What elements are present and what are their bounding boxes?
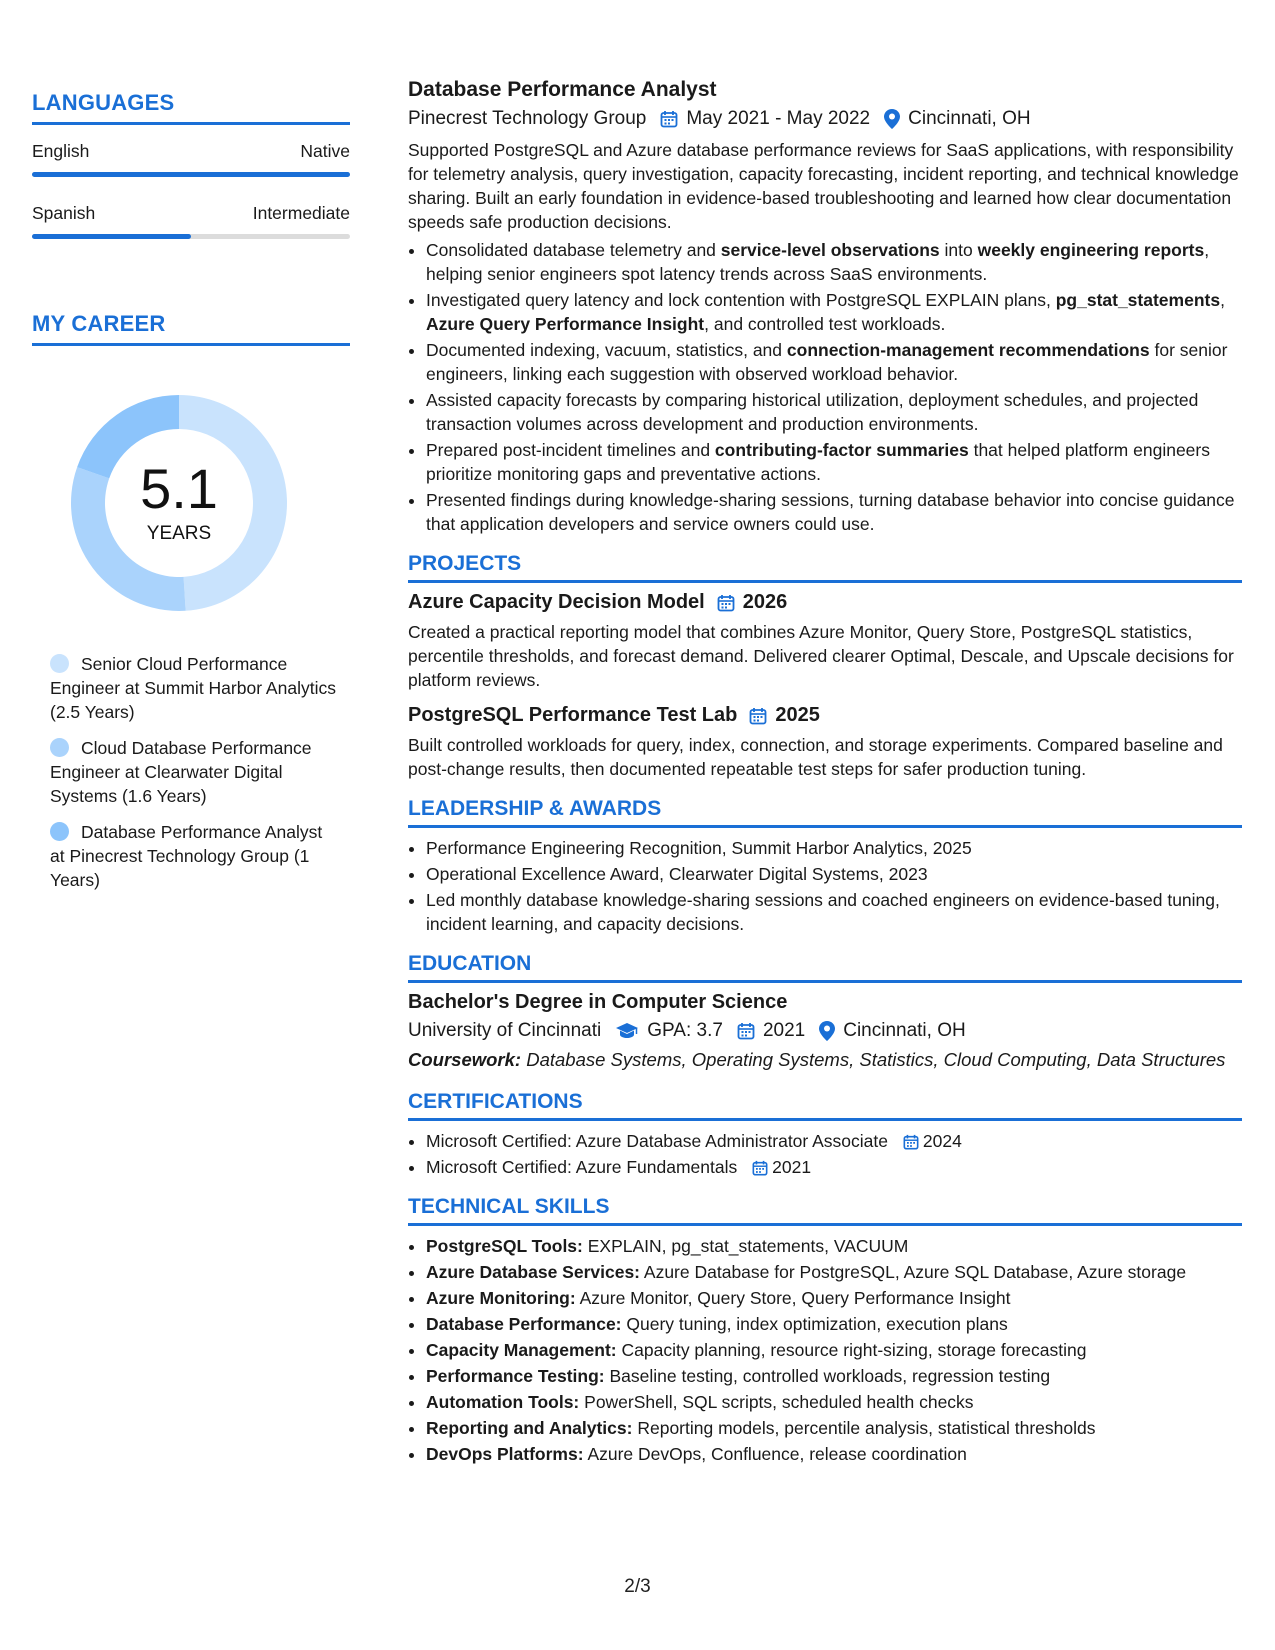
skill-label: DevOps Platforms: [426, 1444, 584, 1464]
main-content [408, 78, 1242, 1468]
skill-label: Reporting and Analytics: [426, 1418, 633, 1438]
education-meta [408, 1020, 1242, 1042]
education-coursework [408, 1048, 1242, 1072]
language-bar-fill [32, 234, 191, 239]
projects-heading: PROJECTS [408, 552, 1242, 583]
coursework-list: Database Systems, Operating Systems, Statistics, Cloud Computing, Data Structures [526, 1049, 1226, 1070]
education-year: 2021 [762, 1020, 806, 1041]
skill-item [426, 1364, 1242, 1388]
calendar-icon [749, 707, 767, 725]
project-description: Built controlled workloads for query, index, connection, and storage experiments. Compared baseline and post-change results, then documented repeatable test steps for safer production tuning. [408, 735, 1223, 779]
certification-item [426, 1155, 1242, 1179]
language-bar-fill [32, 172, 350, 177]
skill-label: Azure Monitoring: [426, 1288, 576, 1308]
project-title: Azure Capacity Decision Model [408, 591, 705, 613]
skill-value: Query tuning, index optimization, execution plans [626, 1314, 1008, 1334]
calendar-icon [660, 110, 678, 128]
job-bullet: • Investigated query latency and lock contention with PostgreSQL EXPLAIN plans, pg_stat_statements, Azure Query Performance Insight, and controlled test workloads. [426, 288, 1242, 336]
language-name: Spanish [32, 203, 96, 223]
skills-section [408, 1195, 1242, 1466]
job-meta [408, 108, 1242, 130]
project-year: 2026 [742, 591, 788, 613]
calendar-icon [903, 1134, 919, 1150]
certification-name: Microsoft Certified: Azure Database Administrator Associate [426, 1131, 889, 1151]
education-section [408, 952, 1242, 1072]
skill-label: Capacity Management: [426, 1340, 617, 1360]
language-level: Intermediate [252, 203, 350, 223]
sidebar [32, 90, 350, 904]
skill-item [426, 1260, 1242, 1284]
skill-value: PowerShell, SQL scripts, scheduled health checks [584, 1392, 974, 1412]
skills-list [408, 1234, 1242, 1466]
job-bullet: • Assisted capacity forecasts by comparing historical utilization, deployment schedules, and projected transaction volumes across development and production environments. [426, 388, 1242, 436]
career-heading: MY CAREER [32, 311, 350, 346]
leadership-item: • Led monthly database knowledge-sharing sessions and coached engineers on evidence-based tuning, incident learning, and capacity decisions. [426, 888, 1242, 936]
language-bar [32, 234, 350, 239]
skill-label: Database Performance: [426, 1314, 622, 1334]
skill-value: EXPLAIN, pg_stat_statements, VACUUM [587, 1236, 909, 1256]
graduation-cap-icon [615, 1022, 639, 1040]
language-bar [32, 172, 350, 177]
coursework-label: Coursework: [408, 1049, 522, 1070]
project-year: 2025 [775, 704, 820, 726]
project-entry [408, 591, 1242, 692]
legend-dot-icon [50, 822, 69, 841]
location-pin-icon [819, 1021, 835, 1041]
education-location: Cincinnati, OH [843, 1020, 966, 1041]
leadership-item: • Performance Engineering Recognition, Summit Harbor Analytics, 2025 [426, 836, 1242, 860]
job-bullets [408, 238, 1242, 536]
career-item [50, 820, 340, 892]
job-dates: May 2021 - May 2022 [686, 108, 871, 129]
calendar-icon [752, 1160, 768, 1176]
skill-label: PostgreSQL Tools: [426, 1236, 583, 1256]
career-item-text: Senior Cloud Performance Engineer at Summit Harbor Analytics (2.5 Years) [50, 654, 336, 722]
certification-name: Microsoft Certified: Azure Fundamentals [426, 1157, 738, 1177]
project-entry [408, 704, 1242, 781]
education-degree: Bachelor's Degree in Computer Science [408, 991, 788, 1013]
career-list [50, 652, 340, 892]
job-bullet: • Prepared post-incident timelines and contributing-factor summaries that helped platform engineers prioritize monitoring gaps and preventative actions. [426, 438, 1242, 486]
skill-value: Azure DevOps, Confluence, release coordination [587, 1444, 967, 1464]
career-donut [64, 388, 294, 618]
education-heading: EDUCATION [408, 952, 1242, 983]
skill-item [426, 1286, 1242, 1310]
certification-year: 2024 [922, 1131, 962, 1151]
career-item-text: Database Performance Analyst at Pinecrest Technology Group (1 Years) [50, 822, 323, 890]
certifications-list [408, 1129, 1242, 1179]
skill-value: Azure Monitor, Query Store, Query Performance Insight [579, 1288, 1011, 1308]
job-description: Supported PostgreSQL and Azure database performance reviews for SaaS applications, with responsibility for telemetry analysis, query investigation, capacity forecasting, incident reporting, and technical knowledge sharing. Built an early foundation in evidence-based troubleshooting and learned how clear documentation speeds safe production decisions. [408, 140, 1239, 232]
career-item [50, 652, 340, 724]
skill-value: Reporting models, percentile analysis, statistical thresholds [637, 1418, 1096, 1438]
legend-dot-icon [50, 654, 69, 673]
skill-item [426, 1338, 1242, 1362]
career-item-text: Cloud Database Performance Engineer at Clearwater Digital Systems (1.6 Years) [50, 738, 312, 806]
career-item [50, 736, 340, 808]
language-item [32, 141, 350, 177]
legend-dot-icon [50, 738, 69, 757]
page-number: 2/3 [624, 1576, 651, 1597]
leadership-heading: LEADERSHIP & AWARDS [408, 797, 1242, 828]
certification-year: 2021 [772, 1157, 812, 1177]
career-unit: YEARS [146, 523, 212, 544]
skill-item [426, 1312, 1242, 1336]
leadership-list [408, 836, 1242, 936]
projects-section [408, 552, 1242, 781]
education-school: University of Cincinnati [408, 1020, 602, 1041]
job-title: Database Performance Analyst [408, 78, 717, 101]
job-bullet: • Presented findings during knowledge-sharing sessions, turning database behavior into concise guidance that application developers and service owners could use. [426, 488, 1242, 536]
skill-label: Azure Database Services: [426, 1262, 640, 1282]
skill-item [426, 1234, 1242, 1258]
leadership-item: • Operational Excellence Award, Clearwater Digital Systems, 2023 [426, 862, 1242, 886]
project-description: Created a practical reporting model that combines Azure Monitor, Query Store, PostgreSQL statistics, percentile thresholds, and forecast demand. Delivered clearer Optimal, Descale, and Upscale decisions for platform reviews. [408, 622, 1234, 690]
skill-item [426, 1442, 1242, 1466]
language-name: English [32, 141, 90, 161]
career-total: 5.1 [140, 457, 218, 520]
skill-label: Performance Testing: [426, 1366, 605, 1386]
education-gpa: GPA: 3.7 [647, 1020, 723, 1041]
language-item [32, 203, 350, 239]
skill-label: Automation Tools: [426, 1392, 580, 1412]
skills-heading: TECHNICAL SKILLS [408, 1195, 1242, 1226]
languages-list [32, 141, 350, 239]
job-company: Pinecrest Technology Group [408, 108, 647, 129]
location-pin-icon [884, 109, 900, 129]
job-bullet: • Consolidated database telemetry and service-level observations into weekly engineering reports, helping senior engineers spot latency trends across SaaS environments. [426, 238, 1242, 286]
certification-item [426, 1129, 1242, 1153]
language-level: Native [300, 141, 350, 161]
certifications-section [408, 1090, 1242, 1179]
experience-entry [408, 78, 1242, 536]
skill-value: Capacity planning, resource right-sizing, storage forecasting [621, 1340, 1087, 1360]
skill-item [426, 1416, 1242, 1440]
calendar-icon [737, 1022, 755, 1040]
leadership-section [408, 797, 1242, 936]
skill-value: Baseline testing, controlled workloads, regression testing [609, 1366, 1051, 1386]
skill-value: Azure Database for PostgreSQL, Azure SQL Database, Azure storage [643, 1262, 1187, 1282]
job-location: Cincinnati, OH [908, 108, 1031, 129]
languages-heading: LANGUAGES [32, 90, 350, 125]
project-title: PostgreSQL Performance Test Lab [408, 704, 738, 726]
certifications-heading: CERTIFICATIONS [408, 1090, 1242, 1121]
calendar-icon [717, 594, 735, 612]
skill-item [426, 1390, 1242, 1414]
job-bullet: • Documented indexing, vacuum, statistics, and connection-management recommendations for senior engineers, linking each suggestion with observed workload behavior. [426, 338, 1242, 386]
